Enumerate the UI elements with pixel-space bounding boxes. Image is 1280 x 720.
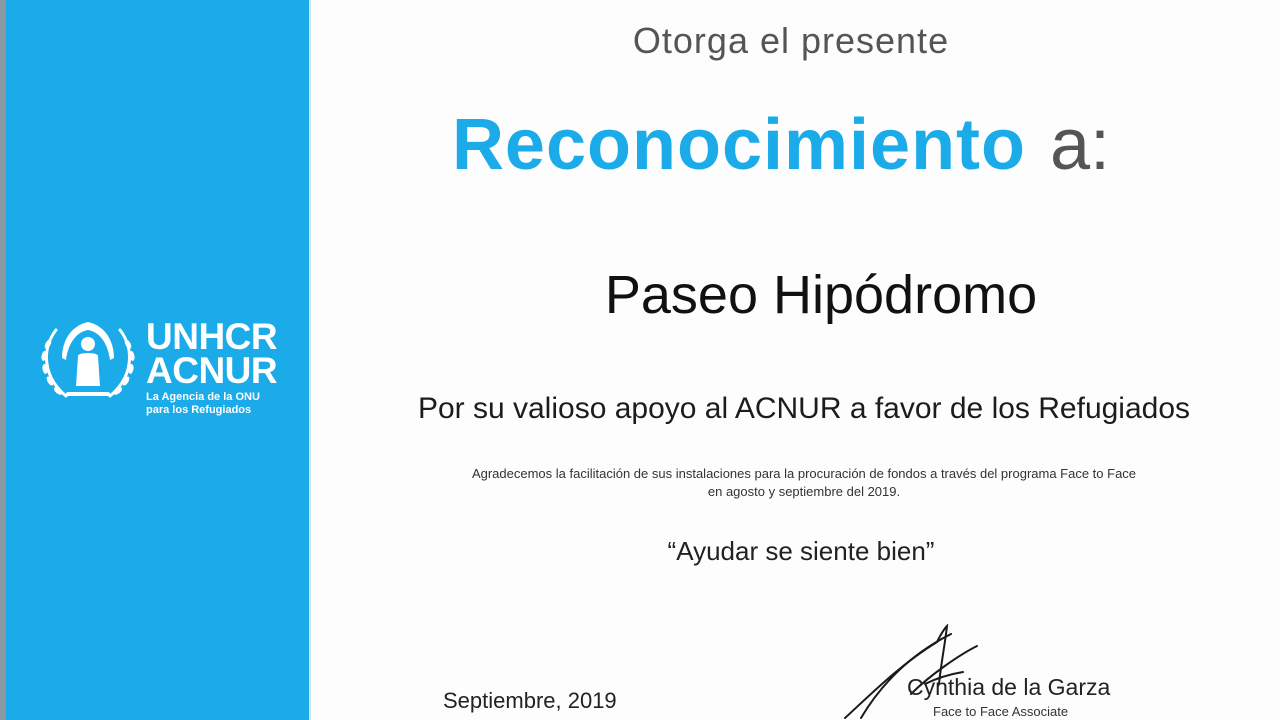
certificate-body	[311, 0, 1280, 720]
logo-unhcr: UNHCR	[146, 316, 278, 357]
motto: “Ayudar se siente bien”	[667, 536, 935, 566]
laurel-family-icon	[36, 316, 140, 404]
brand-sidebar	[6, 0, 309, 720]
tagline: Por su valioso apoyo al ACNUR a favor de los Refugiados	[417, 392, 1191, 425]
unhcr-logo	[36, 316, 301, 426]
fine-print-line-1: Agradecemos la facilitación de sus instalaciones para la procuración de fondos a través del programa Face to Face	[471, 466, 1137, 481]
logo-acnur: ACNUR	[146, 350, 278, 391]
logo-wordmark	[146, 316, 278, 417]
fine-print-line-2: en agosto y septiembre del 2019.	[707, 484, 901, 499]
logo-subtitle-1: La Agencia de la ONU	[146, 391, 260, 403]
title-word: Reconocimiento	[451, 105, 1027, 185]
recipient-name: Paseo Hipódromo	[604, 265, 1038, 325]
signer-name: Cynthia de la Garza	[907, 674, 1111, 700]
issue-date: Septiembre, 2019	[443, 688, 617, 713]
title-suffix: a:	[1050, 105, 1111, 185]
logo-subtitle-2: para los Refugiados	[146, 404, 252, 416]
signer-role: Face to Face Associate	[933, 704, 1069, 719]
intro-text: Otorga el presente	[632, 20, 950, 61]
certificate-title	[401, 104, 1161, 186]
